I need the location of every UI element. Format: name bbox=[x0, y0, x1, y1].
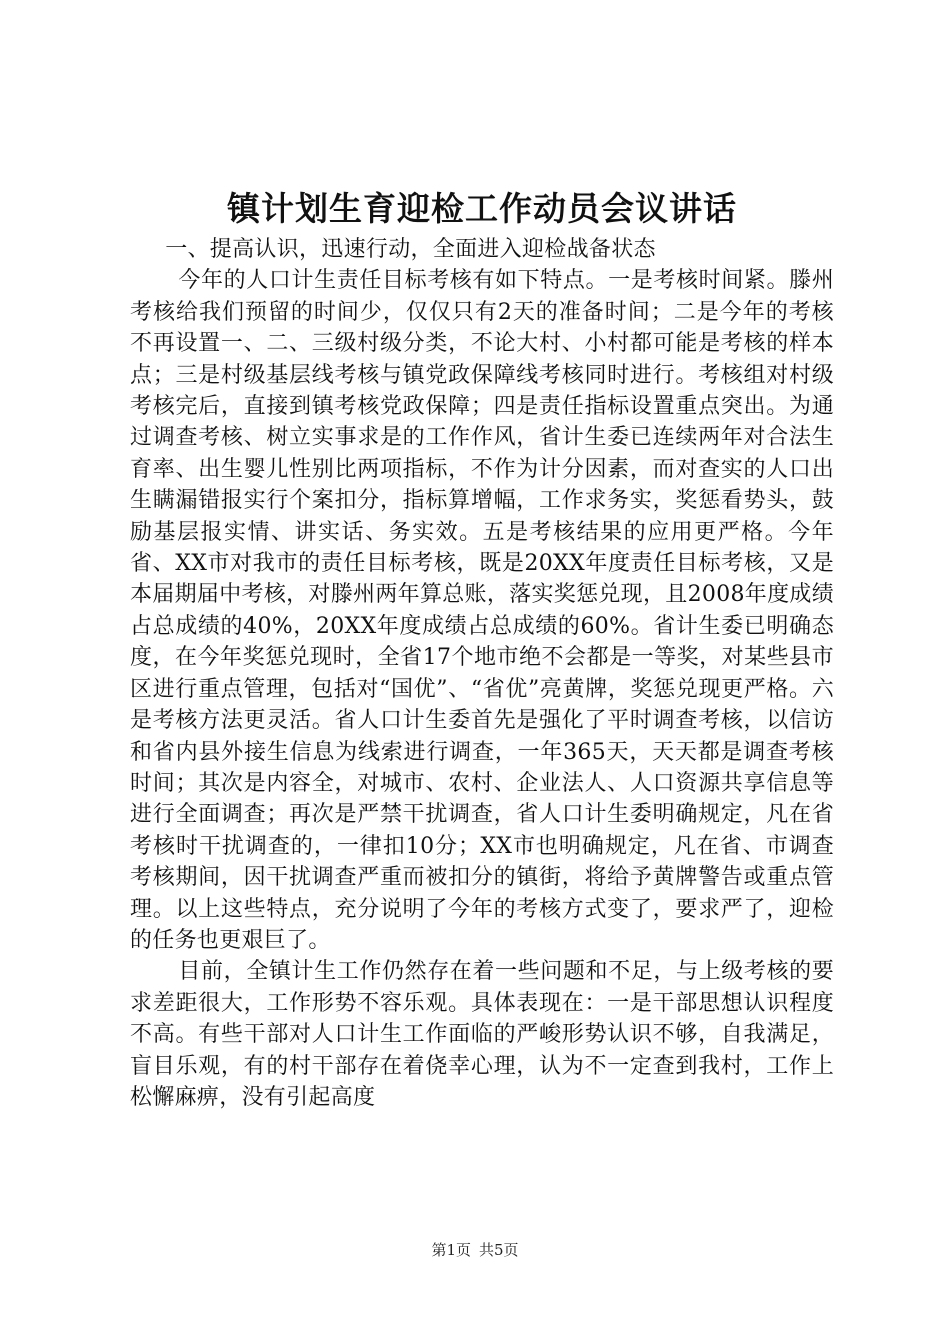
section-heading: 一、提高认识，迅速行动，全面进入迎检战备状态 bbox=[165, 237, 656, 262]
page-total: 共5页 bbox=[479, 1241, 519, 1259]
paragraph-1: 今年的人口计生责任目标考核有如下特点。一是考核时间紧。滕州考核给我们预留的时间少，仅仅只有2天的准备时间；二是今年的考核不再设置一、二、三级村级分类，不论大村、小村都可能是考核的样本点；三是村级基层线考核与镇党政保障线考核同时进行。考核组对村级考核完后，直接到镇考核党政保障；四是责任指标设置重点突出。为通过调查考核、树立实事求是的工作作风，省计生委已连续两年对合法生育率、出生婴儿性别比两项指标，不作为计分因素，而对查实的人口出生瞒漏错报实行个案扣分，指标算增幅，工作求务实，奖惩看势头，鼓励基层报实情、讲实话、务实效。五是考核结果的应用更严格。今年省、XX市对我市的责任目标考核，既是20XX年度责任目标考核，又是本届期届中考核，对滕州两年算总账，落实奖惩兑现，且2008年度成绩占总成绩的40%，20XX年度成绩占总成绩的60%。省计生委已明确态度，在今年奖惩兑现时，全省17个地市绝不会都是一等奖，对某些县市区进行重点管理，包括对“国优”、“省优”亮黄牌，奖惩兑现更严格。六是考核方法更灵活。省人口计生委首先是强化了平时调查考核，以信访和省内县外接生信息为线索进行调查，一年365天，天天都是调查考核时间；其次是内容全，对城市、农村、企业法人、人口资源共享信息等进行全面调查；再次是严禁干扰调查，省人口计生委明确规定，凡在省考核时干扰调查的，一律扣10分；XX市也明确规定，凡在省、市调查考核期间，因干扰调查严重而被扣分的镇街，将给予黄牌警告或重点管理。以上这些特点，充分说明了今年的考核方式变了，要求严了，迎检的任务也更艰巨了。 bbox=[130, 268, 834, 953]
document-body bbox=[130, 234, 834, 1113]
page-number: 第1页 bbox=[431, 1241, 471, 1259]
paragraph-2: 目前，全镇计生工作仍然存在着一些问题和不足，与上级考核的要求差距很大，工作形势不容乐观。具体表现在：一是干部思想认识程度不高。有些干部对人口计生工作面临的严峻形势认识不够，自我满足，盲目乐观，有的村干部存在着侥幸心理，认为不一定查到我村，工作上松懈麻痹，没有引起高度 bbox=[130, 959, 834, 1110]
page-footer bbox=[0, 1240, 950, 1260]
document-title: 镇计划生育迎检工作动员会议讲话 bbox=[227, 189, 737, 228]
